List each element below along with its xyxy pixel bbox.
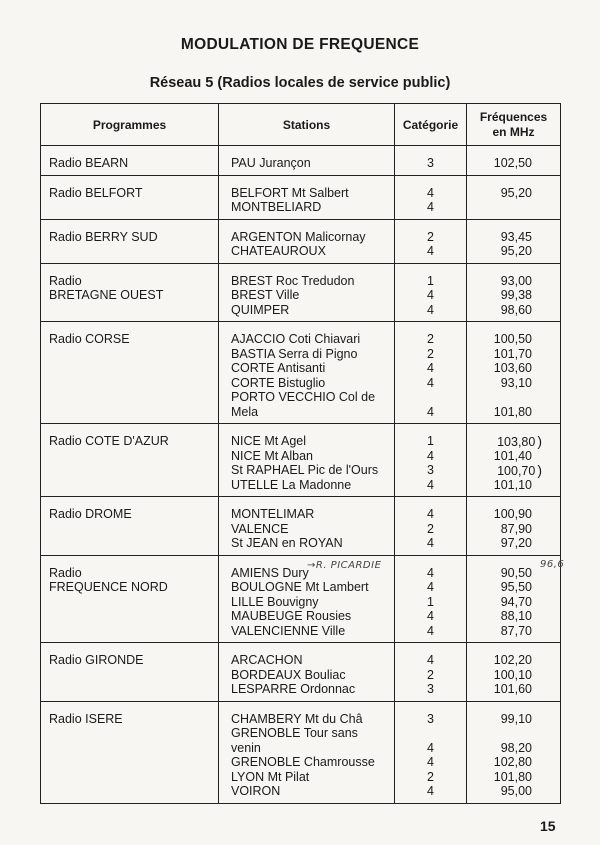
program-name: BRETAGNE OUEST xyxy=(49,288,164,302)
frequency-cell xyxy=(467,430,561,497)
station-cell xyxy=(219,152,395,175)
program-group xyxy=(41,152,561,175)
table-header-row xyxy=(41,104,561,146)
category-value: 2 xyxy=(427,332,434,346)
category-cell xyxy=(395,182,467,220)
category-value: 4 xyxy=(427,740,434,755)
frequency-value xyxy=(467,288,532,303)
table-row xyxy=(41,152,561,175)
frequency-value xyxy=(467,230,532,245)
station-name: MAUBEUGE Rousies xyxy=(231,609,352,623)
category-value: 4 xyxy=(427,404,434,419)
header-programmes: Programmes xyxy=(41,104,219,146)
frequency-text: 95,00 xyxy=(500,784,532,798)
station-cell xyxy=(219,328,395,424)
frequency-value xyxy=(467,274,532,289)
category-cell xyxy=(395,328,467,424)
frequency-value xyxy=(467,361,532,376)
station-name: NICE Mt Agel xyxy=(231,434,307,448)
frequency-value xyxy=(467,580,532,595)
bracket-mark: ) xyxy=(537,462,542,478)
category-value: 4 xyxy=(427,755,434,769)
frequency-text: 94,70 xyxy=(500,594,532,609)
category-cell xyxy=(395,562,467,643)
category-value: 2 xyxy=(427,346,434,361)
station-name: LESPARRE Ordonnac xyxy=(231,682,356,696)
category-value xyxy=(395,390,466,405)
frequency-value xyxy=(467,156,532,171)
station-name: VALENCIENNE Ville xyxy=(231,623,346,638)
category-cell xyxy=(395,503,467,555)
category-cell xyxy=(395,649,467,701)
frequency-value xyxy=(467,463,540,478)
station-name: CHAMBERY Mt du Châ xyxy=(231,711,363,726)
station-name: GRENOBLE Chamrousse xyxy=(231,755,375,769)
program-group xyxy=(41,226,561,264)
frequency-text: 90,50 xyxy=(500,565,532,580)
category-cell xyxy=(395,270,467,322)
frequency-text: 101,80 xyxy=(493,404,532,419)
station-name: VALENCE xyxy=(231,521,289,536)
frequency-text: 101,60 xyxy=(493,682,532,696)
category-value: 4 xyxy=(427,565,434,580)
category-cell xyxy=(395,226,467,264)
station-cell xyxy=(219,708,395,804)
frequency-value xyxy=(467,770,532,785)
category-value: 4 xyxy=(427,580,434,594)
category-value: 4 xyxy=(427,185,434,200)
category-value: 4 xyxy=(427,507,434,521)
station-name: BREST Roc Tredudon xyxy=(231,273,355,288)
frequency-value xyxy=(467,566,532,581)
frequency-value xyxy=(467,595,532,610)
station-cell xyxy=(219,270,395,322)
station-name: GRENOBLE Tour sans xyxy=(231,726,358,740)
frequency-cell xyxy=(467,182,561,220)
program-name: Radio xyxy=(49,273,82,288)
header-frequences-line1: Fréquences xyxy=(479,109,548,124)
station-name: BASTIA Serra di Pigno xyxy=(231,346,358,361)
category-cell xyxy=(395,708,467,804)
frequency-text: 100,70 xyxy=(497,464,536,478)
category-value: 2 xyxy=(427,521,434,536)
frequency-value xyxy=(467,405,532,420)
station-name: BELFORT Mt Salbert xyxy=(231,185,349,200)
frequency-cell xyxy=(467,226,561,264)
station-name: AJACCIO Coti Chiavari xyxy=(231,332,361,346)
category-value: 2 xyxy=(427,229,434,244)
frequency-text: 103,80 xyxy=(497,435,536,449)
program-name: Radio DROME xyxy=(49,507,132,521)
frequency-text: 100,10 xyxy=(493,667,532,682)
station-cell xyxy=(219,503,395,555)
category-value xyxy=(395,726,466,741)
category-value: 3 xyxy=(427,156,434,170)
category-value: 4 xyxy=(427,375,434,390)
station-cell xyxy=(219,430,395,497)
category-value: 4 xyxy=(427,302,434,317)
program-group xyxy=(41,503,561,555)
program-name: FREQUENCE NORD xyxy=(49,580,168,594)
program-group xyxy=(41,182,561,220)
program-cell xyxy=(41,270,219,322)
category-value: 4 xyxy=(427,288,434,302)
station-name: BOULOGNE Mt Lambert xyxy=(231,580,369,594)
category-value: 2 xyxy=(427,769,434,784)
frequency-text: 95,20 xyxy=(500,185,532,200)
frequency-value xyxy=(467,668,532,683)
station-name: CORTE Antisanti xyxy=(231,361,326,375)
frequency-cell xyxy=(467,503,561,555)
table-row xyxy=(41,270,561,322)
category-cell xyxy=(395,430,467,497)
frequency-text: 102,50 xyxy=(493,156,532,170)
category-value: 4 xyxy=(427,448,434,463)
frequency-value xyxy=(467,624,532,639)
station-cell xyxy=(219,562,395,643)
program-cell xyxy=(41,226,219,264)
header-categorie: Catégorie xyxy=(395,104,467,146)
page-title: MODULATION DE FREQUENCE xyxy=(180,36,420,53)
frequency-value xyxy=(467,682,532,697)
station-name: VOIRON xyxy=(231,784,281,798)
frequency-value xyxy=(467,303,532,318)
station-name: BORDEAUX Bouliac xyxy=(231,667,346,682)
table-row xyxy=(41,708,561,804)
frequency-text: 87,70 xyxy=(500,623,532,638)
category-value: 1 xyxy=(427,594,434,609)
table-row xyxy=(41,503,561,555)
frequency-text: 97,20 xyxy=(500,536,532,550)
category-value: 4 xyxy=(427,653,434,667)
frequency-cell xyxy=(467,649,561,701)
frequency-cell xyxy=(467,708,561,804)
station-name: UTELLE La Madonne xyxy=(231,477,352,492)
frequency-cell xyxy=(467,152,561,175)
category-value: 4 xyxy=(427,536,434,550)
frequency-text: 99,38 xyxy=(500,288,532,302)
frequency-text: 100,50 xyxy=(493,332,532,346)
frequency-value xyxy=(467,784,532,799)
category-value: 2 xyxy=(427,667,434,682)
program-group xyxy=(41,562,561,643)
station-name: NICE Mt Alban xyxy=(231,448,313,463)
frequency-value xyxy=(467,347,532,362)
frequency-cell xyxy=(467,270,561,322)
station-name: QUIMPER xyxy=(231,302,290,317)
program-cell xyxy=(41,182,219,220)
category-value: 4 xyxy=(427,200,434,214)
program-cell xyxy=(41,503,219,555)
category-value: 1 xyxy=(427,273,434,288)
station-name: Mela xyxy=(231,404,259,419)
station-name: MONTELIMAR xyxy=(231,507,315,521)
program-group xyxy=(41,430,561,497)
frequency-text: 103,60 xyxy=(493,361,532,375)
frequency-value xyxy=(467,376,532,391)
frequency-text: 102,80 xyxy=(493,755,532,769)
station-name: LYON Mt Pilat xyxy=(231,769,310,784)
header-stations: Stations xyxy=(219,104,395,146)
program-group xyxy=(41,708,561,804)
frequency-value xyxy=(467,478,532,493)
category-value: 4 xyxy=(427,784,434,798)
program-cell xyxy=(41,152,219,175)
handwritten-note-frequency: 96,6 xyxy=(540,559,565,570)
station-name: ARGENTON Malicornay xyxy=(231,229,366,244)
program-cell xyxy=(41,649,219,701)
frequency-text: 99,10 xyxy=(500,711,532,726)
table-row xyxy=(41,226,561,264)
frequency-value xyxy=(467,712,532,727)
frequency-value xyxy=(467,741,532,756)
program-group xyxy=(41,270,561,322)
frequency-text: 93,45 xyxy=(500,229,532,244)
page-subtitle: Réseau 5 (Radios locales de service public) xyxy=(149,75,451,91)
frequency-text: 95,20 xyxy=(500,244,532,258)
category-value: 4 xyxy=(427,623,434,638)
program-cell xyxy=(41,708,219,804)
category-value: 4 xyxy=(427,361,434,375)
frequency-value xyxy=(467,609,532,624)
category-value: 3 xyxy=(427,682,434,696)
program-cell xyxy=(41,562,219,643)
frequency-value xyxy=(467,186,532,201)
frequency-text: 101,70 xyxy=(493,346,532,361)
frequency-text: 93,10 xyxy=(500,375,532,390)
frequency-text: 87,90 xyxy=(500,521,532,536)
frequency-value xyxy=(467,390,532,405)
bracket-mark: ) xyxy=(537,433,542,449)
category-value: 4 xyxy=(427,244,434,258)
table-row xyxy=(41,562,561,643)
station-name: St JEAN en ROYAN xyxy=(231,536,343,550)
table-row xyxy=(41,649,561,701)
station-name: AMIENS Dury xyxy=(231,565,309,580)
header-frequences xyxy=(467,104,561,146)
program-name: Radio GIRONDE xyxy=(49,653,144,667)
frequency-text: 101,40 xyxy=(493,448,532,463)
frequency-text: 102,20 xyxy=(493,653,532,667)
program-name: Radio CORSE xyxy=(49,332,130,346)
frequency-value xyxy=(467,449,532,464)
program-name: Radio BEARN xyxy=(49,156,129,170)
station-name: LILLE Bouvigny xyxy=(231,594,319,609)
category-value: 3 xyxy=(427,463,434,477)
station-name: St RAPHAEL Pic de l'Ours xyxy=(231,463,379,477)
program-group xyxy=(41,328,561,424)
category-cell xyxy=(395,152,467,175)
station-name: CORTE Bistuglio xyxy=(231,375,326,390)
program-name: Radio xyxy=(49,565,82,580)
station-name: venin xyxy=(231,740,261,755)
program-name: Radio BELFORT xyxy=(49,185,143,200)
category-value: 4 xyxy=(427,477,434,492)
station-cell xyxy=(219,226,395,264)
frequency-text: 95,50 xyxy=(500,580,532,594)
frequency-value xyxy=(467,434,540,449)
page-number: 15 xyxy=(540,818,556,834)
header-frequences-line2: en MHz xyxy=(492,124,535,139)
station-name: CHATEAUROUX xyxy=(231,244,326,258)
frequency-text: 98,20 xyxy=(500,740,532,755)
frequency-value xyxy=(467,755,532,770)
program-name: Radio COTE D'AZUR xyxy=(49,434,169,448)
category-value: 3 xyxy=(427,711,434,726)
table-row xyxy=(41,430,561,497)
program-cell xyxy=(41,328,219,424)
frequency-text: 101,80 xyxy=(493,769,532,784)
frequency-text: 101,10 xyxy=(493,477,532,492)
frequency-value xyxy=(467,653,532,668)
program-name: Radio ISERE xyxy=(49,711,123,726)
station-name: PAU Jurançon xyxy=(231,156,311,170)
frequency-text: 93,00 xyxy=(500,273,532,288)
program-name: Radio BERRY SUD xyxy=(49,229,158,244)
station-name: BREST Ville xyxy=(231,288,300,302)
handwritten-note-picardie: →R. PICARDIE xyxy=(307,560,382,571)
frequency-table xyxy=(40,103,561,804)
frequency-text: 98,60 xyxy=(500,302,532,317)
frequency-value xyxy=(467,332,532,347)
station-cell xyxy=(219,649,395,701)
frequency-value xyxy=(467,536,532,551)
station-name: MONTBELIARD xyxy=(231,200,322,214)
frequency-value xyxy=(467,522,532,537)
frequency-value xyxy=(467,244,532,259)
frequency-value xyxy=(467,200,532,215)
table-row xyxy=(41,328,561,424)
frequency-value xyxy=(467,507,532,522)
category-value: 4 xyxy=(427,609,434,623)
program-cell xyxy=(41,430,219,497)
frequency-text: 88,10 xyxy=(500,609,532,623)
station-name: PORTO VECCHIO Col de xyxy=(231,390,376,404)
frequency-cell xyxy=(467,562,561,643)
table-row xyxy=(41,182,561,220)
frequency-value xyxy=(467,726,532,741)
category-value: 1 xyxy=(427,434,434,448)
frequency-text: 100,90 xyxy=(493,507,532,521)
program-group xyxy=(41,649,561,701)
station-cell xyxy=(219,182,395,220)
station-name: ARCACHON xyxy=(231,653,303,667)
frequency-cell xyxy=(467,328,561,424)
